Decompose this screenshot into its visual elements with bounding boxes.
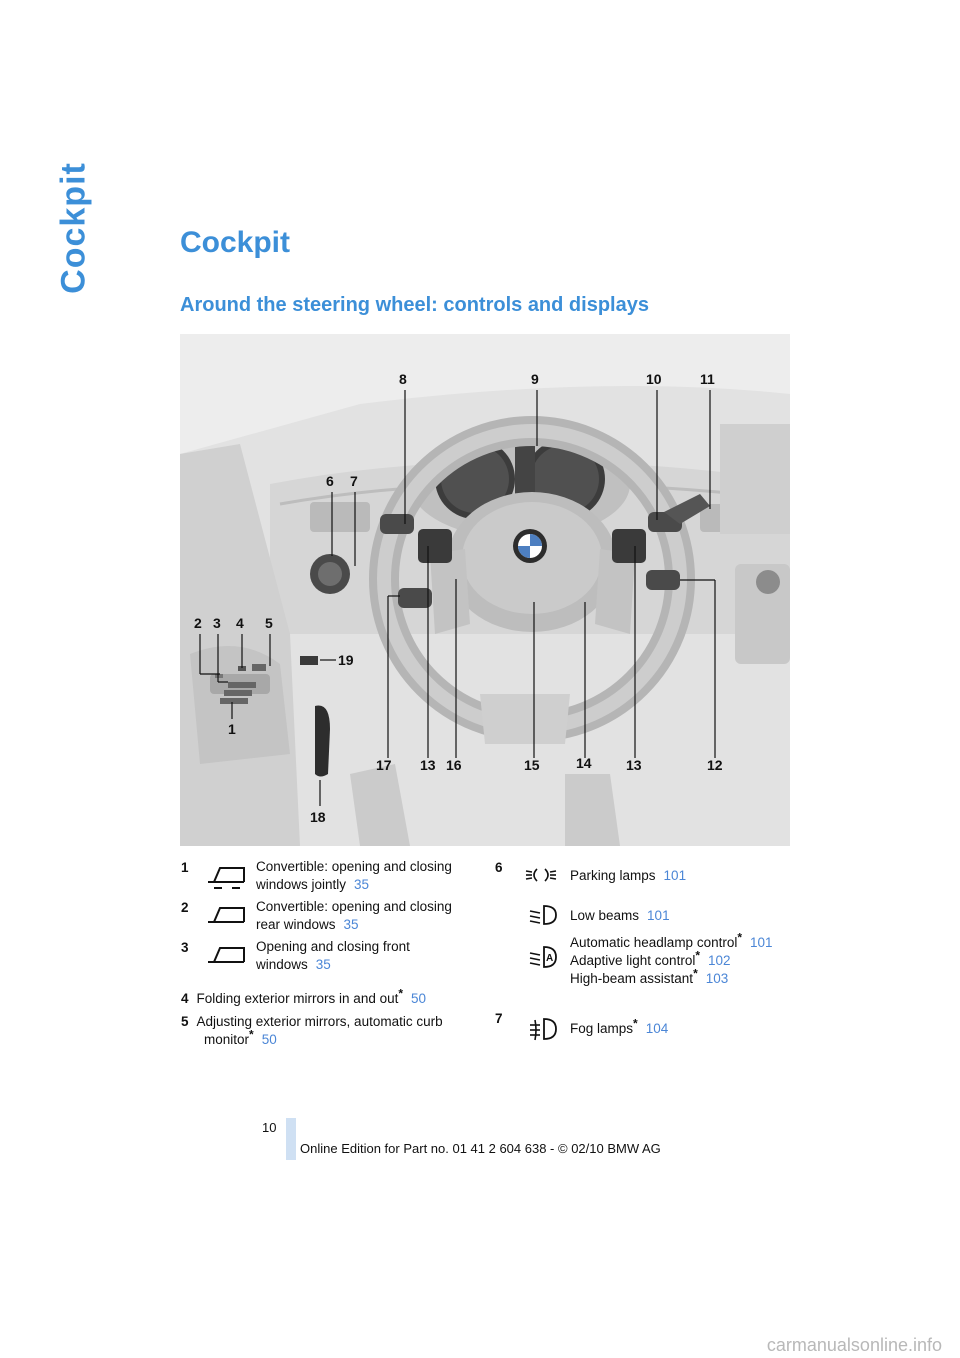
page-link[interactable]: 101 [750, 935, 773, 950]
callout-14: 14 [576, 755, 592, 771]
legend-text: Low beams [570, 908, 640, 923]
parking-lamps-icon [524, 865, 558, 885]
page-link[interactable]: 50 [411, 991, 427, 1006]
option-star: * [737, 930, 743, 945]
window-front-icon [206, 944, 246, 966]
page-link[interactable]: 101 [663, 868, 687, 883]
legend-text: High-beam assistant [570, 971, 694, 986]
footer-accent-bar [286, 1118, 296, 1160]
legend-number: 2 [181, 900, 189, 915]
option-star: * [695, 948, 700, 963]
page-link[interactable]: 35 [354, 877, 370, 892]
legend-text: Convertible: opening and closing [256, 859, 452, 874]
legend-item-5 [181, 1013, 443, 1049]
window-front-rear-icon [206, 864, 246, 890]
callout-13-right: 13 [626, 757, 642, 773]
fog-lamps-icon [528, 1016, 560, 1042]
option-star: * [249, 1027, 254, 1042]
legend-item-3 [256, 938, 410, 974]
callout-17: 17 [376, 757, 392, 773]
callout-5: 5 [265, 615, 273, 631]
legend-text: Opening and closing front [256, 939, 410, 954]
footer-edition-text: Online Edition for Part no. 01 41 2 604 638 - © 02/10 BMW AG [300, 1141, 661, 1156]
legend-item-auto-headlamp [570, 930, 773, 988]
legend-number: 5 [181, 1014, 189, 1029]
legend-text: windows [256, 957, 308, 972]
legend-number: 6 [495, 860, 503, 875]
legend-item-parking-lamps [570, 867, 686, 885]
page-link[interactable]: 35 [315, 957, 331, 972]
section-heading: Around the steering wheel: controls and displays [180, 294, 649, 316]
callout-7: 7 [350, 473, 358, 489]
callout-16: 16 [446, 757, 462, 773]
callout-6: 6 [326, 473, 334, 489]
low-beams-icon [528, 903, 558, 927]
cockpit-drawing [180, 334, 790, 846]
legend-item-1 [256, 858, 452, 894]
window-rear-icon [206, 904, 246, 926]
callout-3: 3 [213, 615, 221, 631]
legend-item-fog-lamps [570, 1016, 669, 1038]
legend-text: windows jointly [256, 877, 347, 892]
callout-1: 1 [228, 721, 236, 737]
callout-19: 19 [338, 652, 354, 668]
page-link[interactable]: 50 [261, 1032, 277, 1047]
callout-8: 8 [399, 371, 407, 387]
legend-text: Adaptive light control [570, 953, 696, 968]
legend-text: Fog lamps [570, 1021, 634, 1036]
cockpit-illustration [180, 334, 790, 846]
legend-item-4 [181, 986, 427, 1008]
callout-9: 9 [531, 371, 539, 387]
legend-text: Convertible: opening and closing [256, 899, 452, 914]
page-number: 10 [262, 1120, 277, 1135]
page-title: Cockpit [180, 226, 291, 259]
legend-item-2 [256, 898, 452, 934]
callout-18: 18 [310, 809, 326, 825]
watermark: carmanualsonline.info [766, 1335, 942, 1355]
legend-number: 4 [181, 991, 189, 1006]
callout-12: 12 [707, 757, 723, 773]
callout-2: 2 [194, 615, 202, 631]
callout-13-left: 13 [420, 757, 436, 773]
page-link[interactable]: 104 [645, 1021, 669, 1036]
option-star: * [398, 986, 404, 1001]
page-link[interactable]: 101 [647, 908, 670, 923]
page-link[interactable]: 102 [708, 953, 731, 968]
legend-text: Automatic headlamp control [570, 935, 738, 950]
legend-text: monitor [204, 1032, 250, 1047]
page-link[interactable]: 103 [705, 971, 729, 986]
svg-text:A: A [546, 953, 554, 964]
legend-item-low-beams [570, 907, 670, 925]
legend-number: 3 [181, 940, 189, 955]
auto-headlamp-icon [528, 944, 560, 970]
callout-10: 10 [646, 371, 662, 387]
legend-number: 7 [495, 1011, 503, 1026]
legend-text: rear windows [256, 917, 336, 932]
legend-number: 1 [181, 860, 189, 875]
page-link[interactable]: 35 [343, 917, 359, 932]
legend-text: Parking lamps [570, 868, 656, 883]
callout-11: 11 [700, 371, 715, 387]
legend-text: Adjusting exterior mirrors, automatic curb [196, 1014, 443, 1029]
option-star: * [633, 1016, 638, 1031]
callout-15: 15 [524, 757, 540, 773]
legend-text: Folding exterior mirrors in and out [196, 991, 399, 1006]
callout-4: 4 [236, 615, 244, 631]
option-star: * [693, 966, 698, 981]
